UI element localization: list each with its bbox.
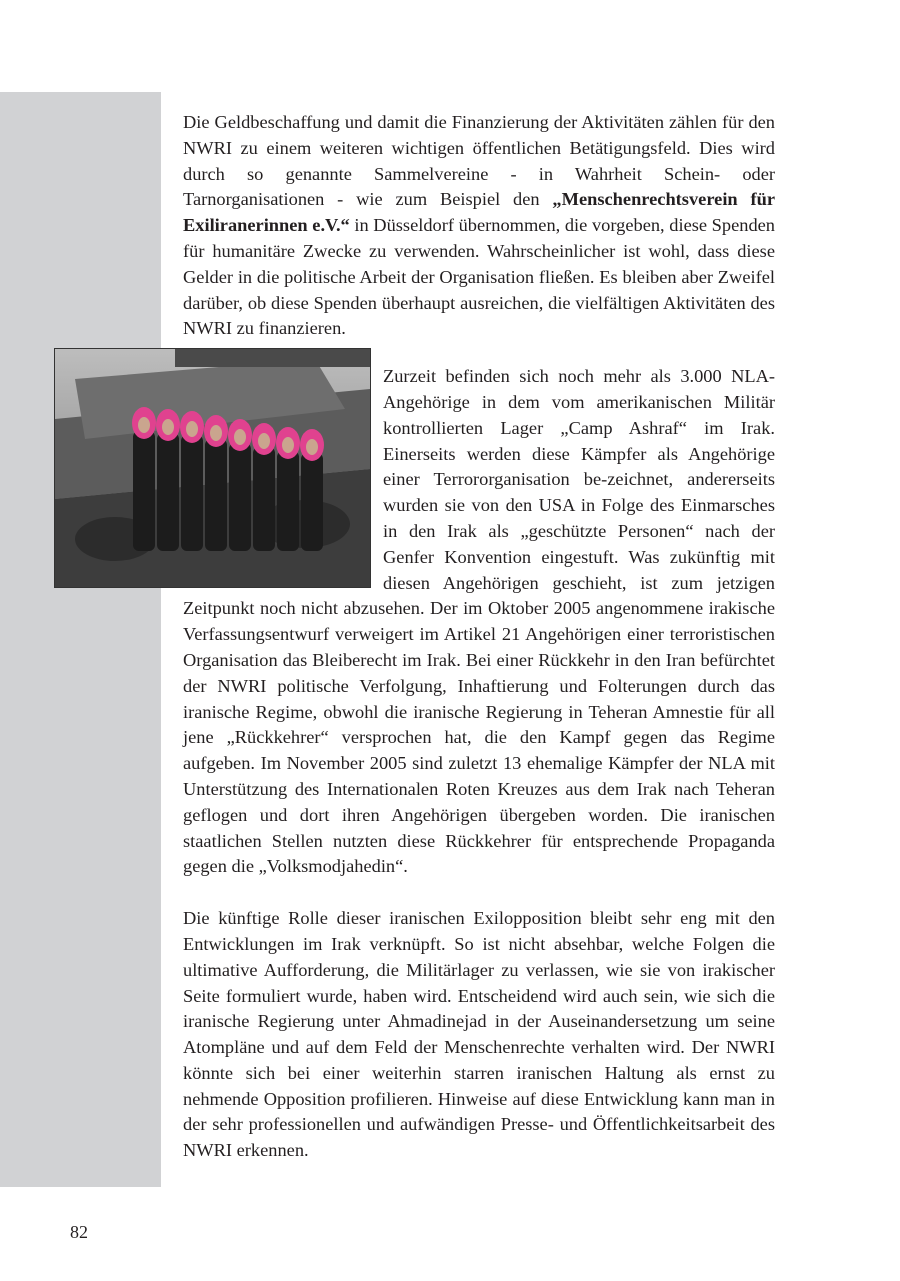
paragraph-future-role: Die künftige Rolle dieser iranischen Exilopposition bleibt sehr eng mit den Entwicklungen im Irak verknüpft. So ist nicht absehbar, welche Folgen die ultimative Aufforderung, die Militärlager zu verlassen, wie sie von irakischer Seite formuliert wurde, haben wird. Entscheidend wird auch sein, wie sich die iranische Regierung unter Ahmadinejad in der Auseinandersetzung um seine Atompläne und auf dem Feld der Menschenrechte verhalten wird. Der NWRI könnte sich bei einer weiterhin starren iranischen Haltung als ernst zu nehmende Opposition profilieren. Hinweise auf diese Entwicklung kann man in der sehr professionellen und aufwändigen Presse- und Öffentlichkeitsarbeit des NWRI erkennen. [183, 908, 775, 1161]
organization-name-bold: „Menschenrechtsverein für Exiliranerinnen e.V.“ [183, 189, 775, 236]
paragraph-funding: Die Geldbeschaffung und damit die Finanzierung der Aktivitäten zählen für den NWRI zu einem weiteren wichtigen öffentlichen Betätigungsfeld. Dies wird durch so genannte Sammelvereine - in Wahrheit Schein- oder Tarnorganisationen - wie zum Beispiel den „Menschenrechtsverein für Exiliranerinnen e.V.“ in Düsseldorf übernommen, die vorgeben, diese Spenden für humanitäre Zwecke zu verwenden. Wahrscheinlicher ist wohl, dass diese Gelder in die politische Arbeit der Organisation fließen. Es bleiben aber Zweifel darüber, ob diese Spenden überhaupt ausreichen, die vielfältigen Aktivitäten des NWRI zu finanzieren. [183, 112, 776, 339]
page-number: 82 [70, 1222, 88, 1242]
article-body [183, 110, 775, 1164]
photo-illustration [55, 349, 370, 587]
margin-sidebar [0, 92, 161, 1187]
photo-nla-fighters [54, 348, 371, 588]
paragraph-camp-ashraf: Zurzeit befinden sich noch mehr als 3.000 NLA-Angehörige in dem vom amerikanischen Militär kontrollierten Lager „Camp Ashraf“ im Irak. Einerseits werden diese Kämpfer als Angehörige einer Terrororganisation be-zeichnet, andererseits wurden sie von den USA in Folge des Einmarsches in den Irak als „geschützte Personen“ nach der Genfer Konvention eingestuft. Was zukünftig mit diesen Angehörigen geschieht, ist zum jetzigen Zeitpunkt noch nicht abzusehen. Der im Oktober 2005 angenommene irakische Verfassungsentwurf verweigert im Artikel 21 Angehörigen einer terroristischen Organisation das Bleiberecht im Irak. Bei einer Rückkehr in den Iran befürchtet der NWRI politische Verfolgung, Inhaftierung und Folterungen durch das iranische Regime, obwohl die iranische Regierung in Teheran Amnestie für all jene „Rückkehrer“ versprochen hat, die den Kampf gegen das Regime aufgeben. Im November 2005 sind zuletzt 13 ehemalige Kämpfer der NLA mit Unterstützung des Internationalen Roten Kreuzes aus dem Irak nach Teheran geflogen und dort ihren Angehörigen übergeben worden. Die iranischen staatlichen Stellen nutzten diese Rückkehrer für entsprechende Propaganda gegen die „Volksmodjahedin“. [183, 366, 775, 877]
